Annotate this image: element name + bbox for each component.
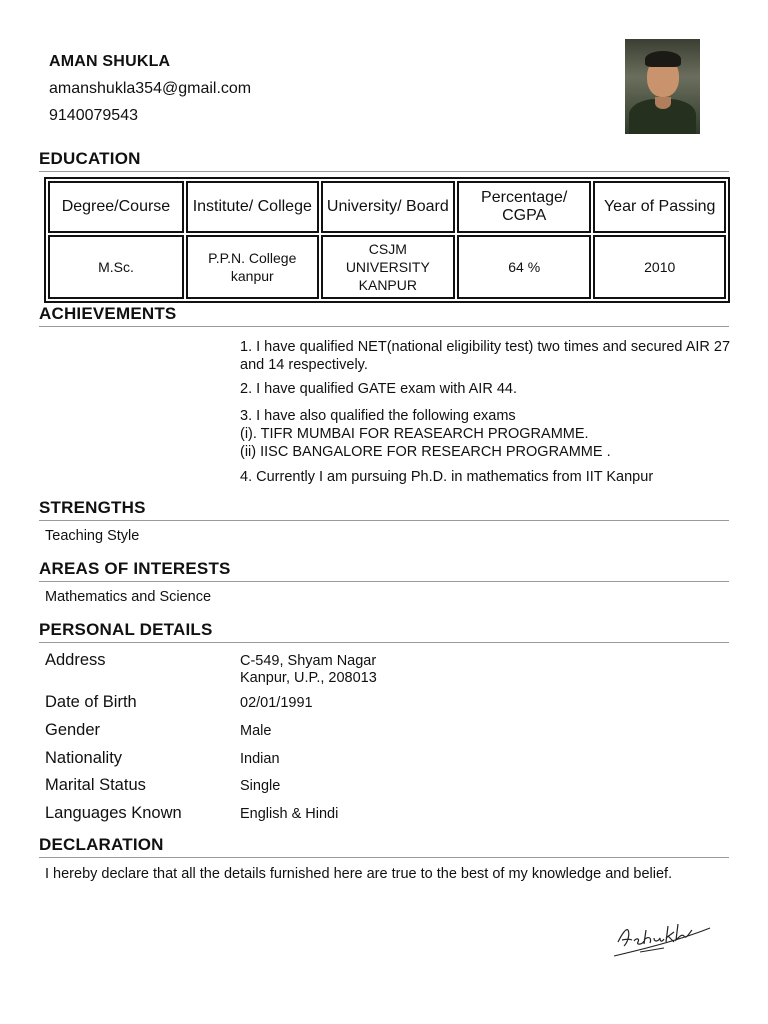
candidate-phone: 9140079543: [49, 107, 138, 124]
education-header-row: [48, 181, 726, 233]
signature-icon: [610, 912, 720, 968]
nationality-label: Nationality: [45, 749, 123, 767]
interests-text: Mathematics and Science: [45, 589, 212, 605]
education-header-year: Year of Passing: [593, 181, 726, 233]
education-cell-percentage: 64 %: [457, 235, 591, 299]
education-table: [44, 177, 730, 303]
candidate-name: AMAN SHUKLA: [49, 53, 171, 70]
photo-hair: [645, 51, 681, 67]
section-strengths-label: STRENGTHS: [39, 498, 146, 517]
photo-neck: [655, 97, 671, 109]
languages-label: Languages Known: [45, 804, 182, 822]
section-interests-title: [39, 559, 729, 582]
nationality-value: Indian: [240, 751, 280, 767]
education-cell-year: 2010: [593, 235, 726, 299]
gender-value: Male: [240, 723, 272, 739]
section-achievements-label: ACHIEVEMENTS: [39, 304, 177, 323]
education-header-university: University/ Board: [321, 181, 455, 233]
education-header-percentage: Percentage/ CGPA: [457, 181, 591, 233]
education-header-degree: Degree/Course: [48, 181, 184, 233]
education-cell-university: CSJM UNIVERSITY KANPUR: [321, 235, 455, 299]
achievement-item-4: 4. Currently I am pursuing Ph.D. in mathematics from IIT Kanpur: [240, 469, 654, 485]
section-personal-label: PERSONAL DETAILS: [39, 620, 213, 639]
address-line-2: Kanpur, U.P., 208013: [240, 670, 377, 686]
achievement-item-1: 1. I have qualified NET(national eligibility test) two times and secured AIR 27 and 14 respectively.: [240, 339, 731, 373]
languages-value: English & Hindi: [240, 806, 339, 822]
profile-photo: [625, 39, 700, 134]
strengths-text: Teaching Style: [45, 528, 140, 544]
address-label: Address: [45, 651, 106, 669]
dob-label: Date of Birth: [45, 693, 137, 711]
section-declaration-title: [39, 835, 729, 858]
education-header-institute: Institute/ College: [186, 181, 319, 233]
section-personal-title: [39, 620, 729, 643]
marital-status-label: Marital Status: [45, 776, 146, 794]
achievement-item-3: 3. I have also qualified the following exams: [240, 408, 516, 424]
address-line-1: C-549, Shyam Nagar: [240, 653, 377, 669]
education-cell-institute: P.P.N. College kanpur: [186, 235, 319, 299]
section-achievements-title: [39, 304, 729, 327]
section-education-label: EDUCATION: [39, 149, 141, 168]
education-cell-degree: M.Sc.: [48, 235, 184, 299]
achievement-subitem-tifr: (i). TIFR MUMBAI FOR REASEARCH PROGRAMME.: [240, 426, 589, 442]
gender-label: Gender: [45, 721, 101, 739]
section-education-title: [39, 149, 729, 172]
section-strengths-title: [39, 498, 729, 521]
section-declaration-label: DECLARATION: [39, 835, 164, 854]
table-row: [48, 235, 726, 299]
candidate-email: amanshukla354@gmail.com: [49, 80, 252, 97]
declaration-text: I hereby declare that all the details furnished here are true to the best of my knowledge and belief.: [45, 866, 673, 882]
achievement-subitem-iisc: (ii) IISC BANGALORE FOR RESEARCH PROGRAMME .: [240, 444, 611, 460]
dob-value: 02/01/1991: [240, 695, 313, 711]
marital-status-value: Single: [240, 778, 281, 794]
achievement-item-2: 2. I have qualified GATE exam with AIR 44.: [240, 381, 517, 397]
section-interests-label: AREAS OF INTERESTS: [39, 559, 231, 578]
